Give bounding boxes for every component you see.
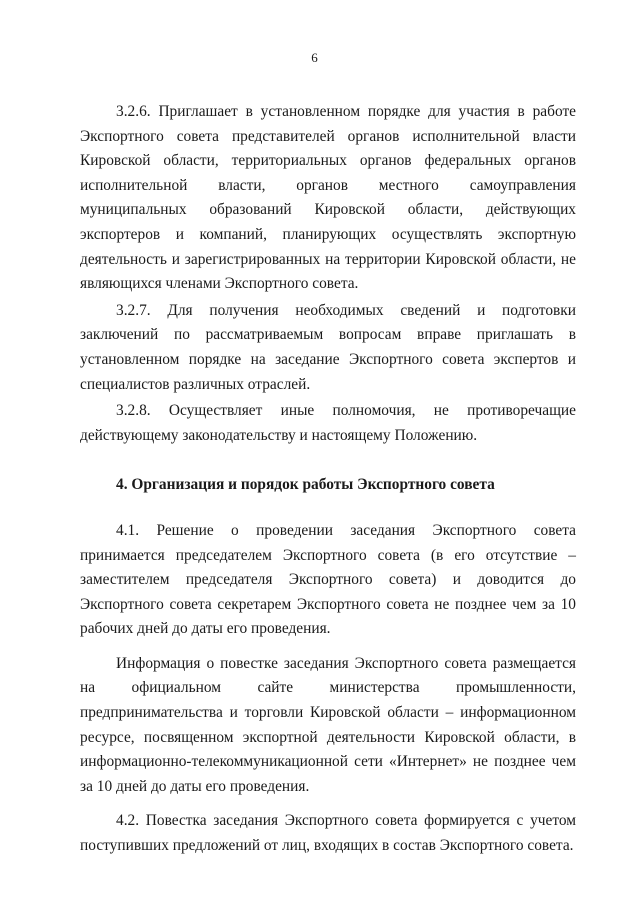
page-number: 6 [311, 50, 318, 65]
paragraph-3-2-8: 3.2.8. Осуществляет иные полномочия, не противоречащие действующему законодательству и настоящему Положению. [80, 402, 576, 444]
section-heading: 4. Организация и порядок работы Экспортного совета [116, 476, 495, 494]
paragraph-4-1: 4.1. Решение о проведении заседания Экспортного совета принимается председателем Экспортного совета (в его отсутствие – заместителем председателя Экспортного совета) и доводится до Экспортного совета секретарем Экспортного совета не позднее чем за 10 рабочих дней до даты его проведения. [80, 521, 576, 638]
paragraph-agenda-info: Информация о повестке заседания Экспортного совета размещается на официальном сайте министерства промышленности, предпринимательства и торговли Кировской области – информационном ресурсе, посвященном экспортной деятельности Кировской области, в информационно-телекоммуникационной сети «Интернет» не позднее чем за 10 дней до даты его проведения. [80, 654, 576, 795]
document-body [80, 100, 576, 859]
paragraph-3-2-6: 3.2.6. Приглашает в установленном порядке для участия в работе Экспортного совета представителей органов исполнительной власти Кировской области, территориальных органов федеральных органов исполнительной власти, органов местного самоуправления муниципальных образований Кировской области, действующих экспортеров и компаний, планирующих осуществлять экспортную деятельность и зарегистрированных на территории Кировской области, не являющихся членами Экспортного совета. [80, 103, 576, 293]
paragraph-3-2-7: 3.2.7. Для получения необходимых сведений и подготовки заключений по рассматриваемым вопросам вправе приглашать в установленном порядке на заседание Экспортного совета экспертов и специалистов различных отраслей. [80, 301, 576, 393]
paragraph-4-2: 4.2. Повестка заседания Экспортного совета формируется с учетом поступивших предложений от лиц, входящих в состав Экспортного совета. [80, 812, 576, 855]
